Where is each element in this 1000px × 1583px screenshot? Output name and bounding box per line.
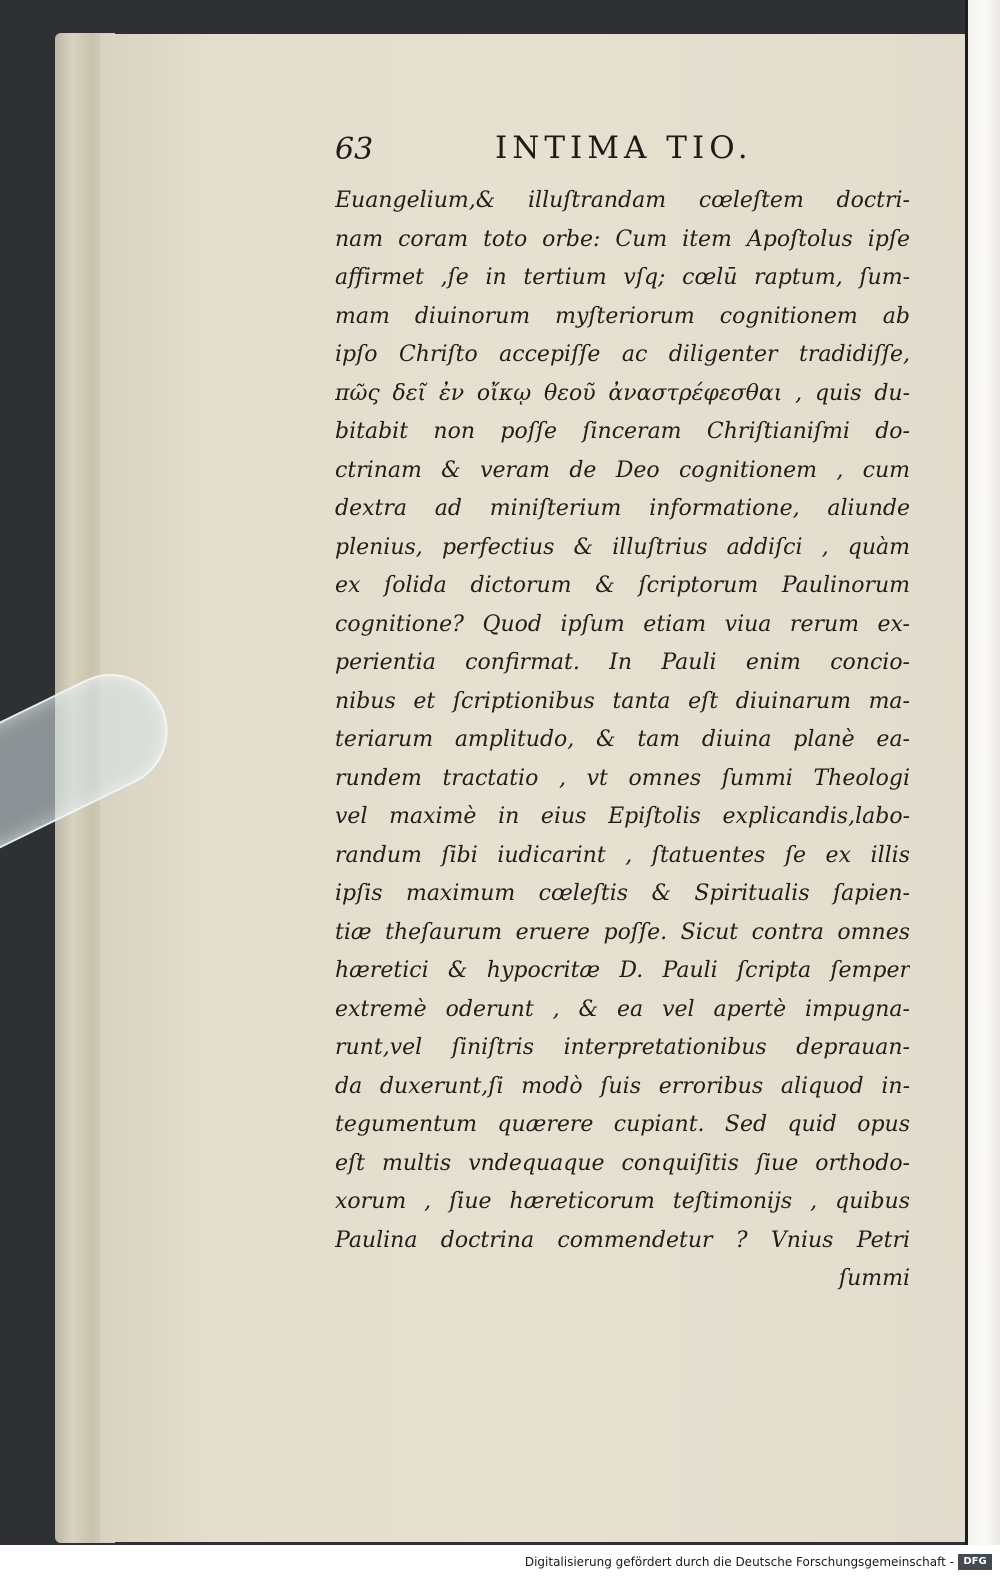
text-line: vel maximè in eius Epiſtolis explicandis,labo- — [335, 804, 910, 829]
text-line: nibus et ſcriptionibus tanta eſt diuinarum ma- — [335, 688, 910, 714]
footer-bar — [0, 1545, 1000, 1583]
text-line: Euangelium,& illuſtrandam cœleſtem doctri- — [335, 188, 910, 213]
text-line: plenius, perfectius & illuſtrius addiſci , quàm — [335, 534, 910, 560]
text-line: πῶς δεῖ ἐν οἴκῳ θεοῦ ἀναστρέφεσθαι , quis du- — [335, 380, 910, 406]
text-line: ipſis maximum cœleſtis & Spiritualis ſapien- — [335, 881, 910, 906]
text-line: perientia confirmat. In Pauli enim concio- — [335, 650, 910, 675]
text-line: mam diuinorum myſteriorum cognitionem ab — [335, 303, 910, 329]
text-line: bitabit non poſſe ſinceram Chriſtianiſmi do- — [335, 419, 910, 444]
running-title: INTIMA TIO. — [495, 130, 753, 166]
text-line: runt,vel ſiniſtris interpretationibus deprauan- — [335, 1035, 910, 1060]
text-line: xorum , ſiue hæreticorum teſtimonijs , quibus — [335, 1189, 910, 1214]
funding-credit: Digitalisierung gefördert durch die Deutsche Forschungsgemeinschaft - — [524, 1555, 954, 1569]
facing-page-edge — [965, 0, 1000, 1545]
text-line: da duxerunt,ſi modò ſuis erroribus aliquod in- — [335, 1073, 910, 1099]
page-number: 63 — [335, 132, 374, 167]
text-line: extremè oderunt , & ea vel apertè impugna- — [335, 996, 910, 1022]
text-line: dextra ad miniſterium informatione, aliunde — [335, 496, 910, 521]
running-head — [335, 128, 815, 168]
catchword: ſummi — [838, 1266, 910, 1291]
text-line: ipſo Chriſto accepiſſe ac diligenter tradidiſſe, — [335, 342, 910, 367]
text-line: ctrinam & veram de Deo cognitionem , cum — [335, 457, 910, 483]
text-line: ex ſolida dictorum & ſcriptorum Paulinorum — [335, 573, 910, 598]
text-line: randum ſibi iudicarint , ſtatuentes ſe ex illis — [335, 842, 910, 868]
text-line: Paulina doctrina commendetur ? Vnius Petri — [335, 1227, 910, 1253]
text-line: eſt multis vndequaque conquiſitis ſiue orthodo- — [335, 1150, 910, 1176]
text-line: affirmet ,ſe in tertium vſq; cœlū raptum, ſum- — [335, 265, 910, 290]
text-line: tegumentum quærere cupiant. Sed quid opus — [335, 1112, 910, 1137]
text-line: rundem tractatio , vt omnes ſummi Theologi — [335, 765, 910, 791]
body-text — [335, 182, 910, 1299]
dfg-logo: DFG — [958, 1554, 992, 1570]
text-line: teriarum amplitudo, & tam diuina planè ea- — [335, 727, 910, 752]
text-line: nam coram toto orbe: Cum item Apoſtolus ipſe — [335, 226, 910, 252]
text-line: tiæ theſaurum eruere poſſe. Sicut contra omnes — [335, 919, 910, 945]
text-line: cognitione? Quod ipſum etiam viua rerum ex- — [335, 611, 910, 637]
text-line: hæretici & hypocritæ D. Pauli ſcripta ſemper — [335, 958, 910, 983]
